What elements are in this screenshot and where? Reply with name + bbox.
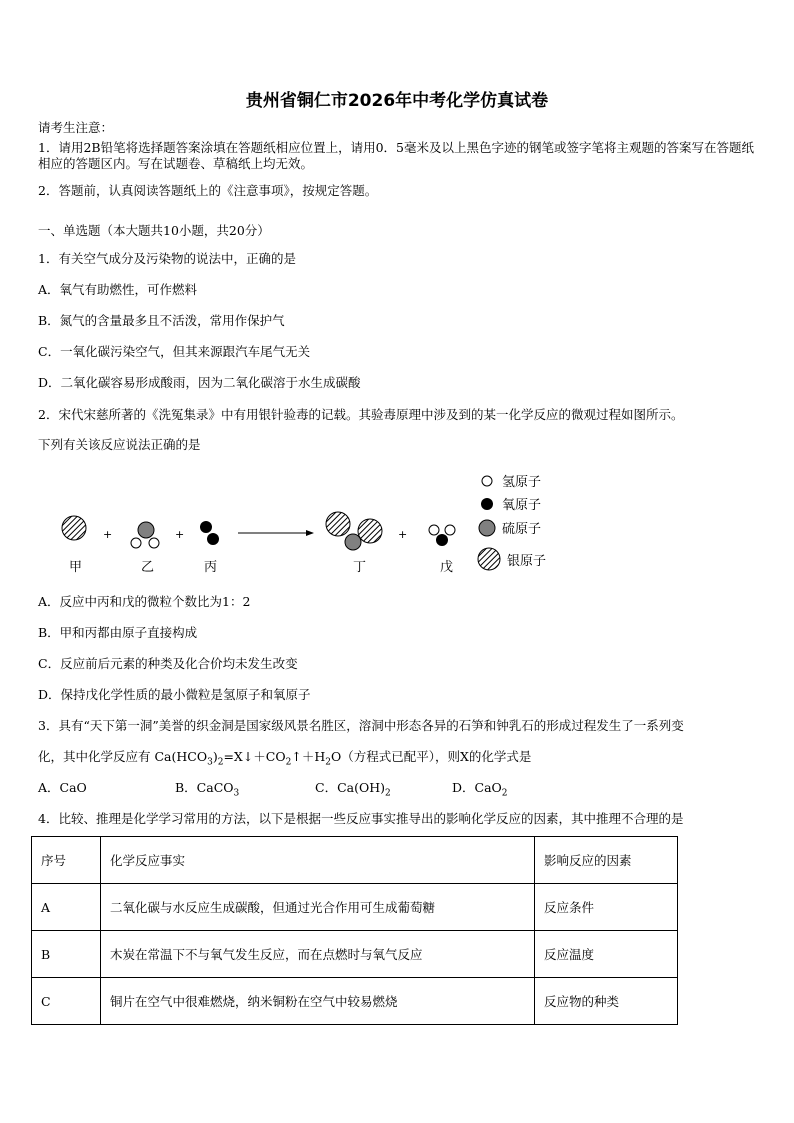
section-heading: 一、单选题（本大题共10小题，共20分） — [38, 223, 270, 238]
oxygen-atom-icon — [436, 534, 448, 546]
table-cell: B — [32, 931, 101, 978]
question-2-option-a: A．反应中丙和戊的微粒个数比为1：2 — [38, 594, 251, 609]
silver-atom-icon — [478, 548, 500, 570]
table-cell: 反应温度 — [535, 931, 678, 978]
table-cell: 木炭在常温下不与氧气发生反应，而在点燃时与氧气反应 — [101, 931, 535, 978]
hydrogen-atom-icon — [429, 525, 439, 535]
question-2-stem-line-1: 2．宋代宋慈所著的《洗冤集录》中有用银针验毒的记载。其验毒原理中涉及到的某一化学反应的微观过程如图所示。 — [38, 407, 684, 422]
notice-item-2: 2．答题前，认真阅读答题纸上的《注意事项》，按规定答题。 — [38, 183, 378, 198]
plus-sign: + — [103, 528, 113, 541]
question-1-stem: 1．有关空气成分及污染物的说法中，正确的是 — [38, 251, 296, 266]
table-header-row — [32, 837, 678, 884]
plus-sign: + — [398, 528, 408, 541]
table-cell: 反应物的种类 — [535, 978, 678, 1025]
question-3-option-b: B．CaCO$_3$ — [175, 780, 240, 799]
question-2-option-c: C．反应前后元素的种类及化合价均未发生改变 — [38, 656, 298, 671]
question-3-option-d: D．CaO$_2$ — [452, 780, 508, 799]
oxygen-atom-icon — [207, 533, 219, 545]
sulfur-atom-icon — [138, 522, 154, 538]
silver-atom-icon — [358, 519, 382, 543]
silver-atom-icon — [62, 516, 86, 540]
label-bing: 丙 — [204, 560, 218, 575]
table-row — [32, 884, 678, 931]
label-yi: 乙 — [141, 560, 155, 575]
arrow-head-icon — [306, 530, 314, 536]
header-cell: 序号 — [32, 837, 101, 884]
legend-sulfur: 硫原子 — [502, 522, 542, 537]
question-4-stem: 4．比较、推理是化学学习常用的方法，以下是根据一些反应事实推导出的影响化学反应的因素，其中推理不合理的是 — [38, 811, 684, 826]
hydrogen-atom-icon — [131, 538, 141, 548]
question-3-stem-line-1: 3．具有“天下第一洞”美誉的织金洞是国家级风景名胜区，溶洞中形态各异的石笋和钟乳石的形成过程发生了一系列变 — [38, 718, 684, 733]
hydrogen-atom-icon — [445, 525, 455, 535]
question-1-option-b: B．氮气的含量最多且不活泼，常用作保护气 — [38, 313, 285, 328]
table-row — [32, 931, 678, 978]
header-cell: 影响反应的因素 — [535, 837, 678, 884]
reaction-diagram — [40, 468, 740, 586]
table-cell: C — [32, 978, 101, 1025]
question-3-option-c: C．$Ca(OH)_2$ — [315, 780, 391, 799]
question-3-option-a: A．CaO — [38, 780, 87, 795]
question-1-option-c: C．一氧化碳污染空气，但其来源跟汽车尾气无关 — [38, 344, 311, 359]
silver-atom-icon — [326, 512, 350, 536]
table-cell: A — [32, 884, 101, 931]
question-2-option-d: D．保持戊化学性质的最小微粒是氢原子和氧原子 — [38, 687, 311, 702]
label-jia: 甲 — [69, 560, 83, 575]
legend-oxygen: 氧原子 — [502, 498, 542, 513]
oxygen-atom-icon — [200, 521, 212, 533]
hydrogen-atom-icon — [149, 538, 159, 548]
legend-silver: 银原子 — [507, 554, 547, 569]
label-wu: 戊 — [440, 560, 454, 575]
notice-heading: 请考生注意： — [38, 120, 114, 135]
table-cell: 二氧化碳与水反应生成碳酸，但通过光合作用可生成葡萄糖 — [101, 884, 535, 931]
notice-item-1: 1．请用2B铅笔将选择题答案涂填在答题纸相应位置上，请用0．5毫米及以上黑色字迹的钢笔或签字笔将主观题的答案写在答题纸相应的答题区内。写在试题卷、草稿纸上均无效。 — [38, 140, 754, 171]
sulfur-atom-icon — [479, 520, 495, 536]
question-2-stem-line-2: 下列有关该反应说法正确的是 — [38, 437, 201, 452]
table-row — [32, 978, 678, 1025]
reaction-facts-table — [31, 836, 678, 1025]
legend-hydrogen: 氢原子 — [502, 475, 542, 490]
header-cell: 化学反应事实 — [101, 837, 535, 884]
question-1-option-d: D．二氧化碳容易形成酸雨，因为二氧化碳溶于水生成碳酸 — [38, 375, 361, 390]
plus-sign: + — [175, 528, 185, 541]
sulfur-atom-icon — [345, 534, 361, 550]
label-ding: 丁 — [353, 560, 367, 575]
question-1-option-a: A．氧气有助燃性，可作燃料 — [38, 282, 198, 297]
question-2-option-b: B．甲和丙都由原子直接构成 — [38, 625, 198, 640]
oxygen-atom-icon — [481, 498, 493, 510]
table-cell: 铜片在空气中很难燃烧，纳米铜粉在空气中较易燃烧 — [101, 978, 535, 1025]
hydrogen-atom-icon — [482, 476, 492, 486]
question-3-stem-line-2: 化，其中化学反应有 $Ca(HCO_3)_2=X↓+CO_2↑+H_2O$（方程式已配平），则X的化学式是 — [38, 749, 532, 768]
page-title: 贵州省铜仁市2026年中考化学仿真试卷 — [245, 91, 549, 111]
table-cell: 反应条件 — [535, 884, 678, 931]
